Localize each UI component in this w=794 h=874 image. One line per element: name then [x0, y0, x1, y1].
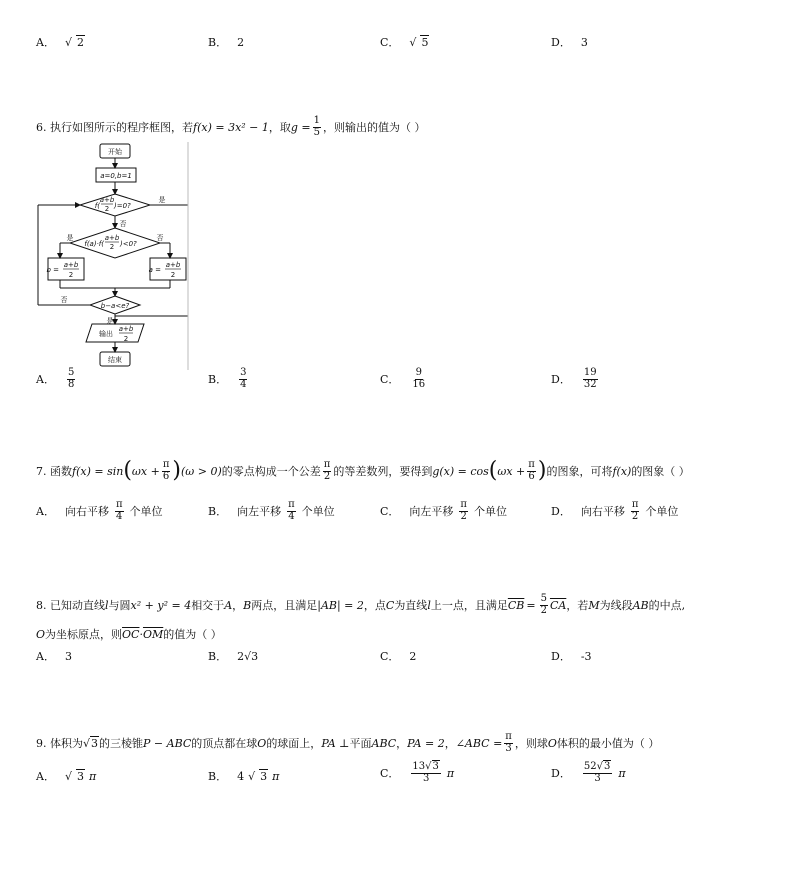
flow-output: 输出	[99, 330, 113, 338]
flow-yes-3: 是	[106, 317, 114, 325]
flow-cond3: b−a<e?	[100, 302, 130, 310]
svg-text:a+b: a+b	[99, 196, 115, 204]
q5-option-d: D． 3	[551, 35, 588, 49]
flow-no-3: 否	[60, 296, 68, 304]
q5-option-a: A． √ 2	[36, 35, 84, 49]
q8-option-a: A． 3	[36, 649, 72, 663]
q7-option-d: D． 向右平移 $\frac{\pi}{2}$ 个单位	[551, 499, 679, 522]
q6-option-c: C． $\frac{9}{16}$	[380, 367, 426, 390]
q9-option-a: A． √ 3 π	[36, 769, 97, 783]
svg-text:a+b: a+b	[165, 261, 181, 269]
q7-stem: 7. 函数 f(x) = sin ( ωx + $\frac{\pi}{6}$ ) (ω > 0) 的零点构成一个公差 $\frac{\pi}{2}$ 的等差数列，要得到 g(x) = cos ( ωx + $\frac{\pi}{6}$ ) 的图象，可将 f(x) 的图象（ ）	[36, 458, 690, 483]
svg-text:2: 2	[68, 271, 74, 279]
q8-option-d: D． -3	[551, 649, 592, 663]
q9-option-d: D． $\frac{52√3}{3}$ π	[551, 761, 626, 784]
flow-no-2: 否	[156, 234, 164, 242]
sqrt-sign: √	[409, 35, 417, 49]
svg-text:a+b: a+b	[118, 325, 134, 333]
svg-text:)=0?: )=0?	[114, 202, 131, 210]
q6-option-a: A． $\frac{5}{8}$	[36, 367, 75, 390]
q9-option-c: C． $\frac{13√3}{3}$ π	[380, 761, 455, 784]
svg-text:a =: a =	[148, 266, 161, 274]
svg-text:2: 2	[109, 243, 115, 251]
svg-text:f(a)·f(: f(a)·f(	[84, 240, 104, 248]
q8-stem-line2: O 为坐标原点，则 $\overline{OC}$ · $\overline{OM}$ 的值为（ ）	[36, 627, 222, 641]
flow-start: 开始	[108, 148, 122, 156]
q5-option-c: C． √ 5	[380, 35, 429, 49]
q8-option-b: B． 2√3	[208, 649, 259, 663]
q6-option-d: D． $\frac{19}{32}$	[551, 367, 597, 390]
q6-stem: 6. 执行如图所示的程序框图，若 f(x) = 3x² − 1 ，取 g = $\frac{1}{5}$ ，则输出的值为（ ）	[36, 115, 426, 138]
svg-text:a+b: a+b	[104, 234, 120, 242]
q5-option-b: B． 2	[208, 35, 245, 49]
q9-stem: 9. 体积为 √ 3 的三棱锥 P − ABC 的顶点都在球 O 的球面上， PA ⊥ 平面 ABC ， PA = 2 ， ∠ABC = $\frac{\pi}{3}$ ，则球 O 体积的最小值为（ ）	[36, 731, 660, 754]
svg-text:2: 2	[170, 271, 176, 279]
flow-end: 结束	[108, 356, 122, 364]
flow-yes-1: 是	[158, 196, 166, 204]
flow-init: a=0,b=1	[100, 172, 132, 180]
g-fraction: $\frac{1}{5}$	[313, 115, 321, 138]
q7-option-a: A． 向右平移 $\frac{\pi}{4}$ 个单位	[36, 499, 163, 522]
svg-text:)<0?: )<0?	[120, 240, 137, 248]
q8-option-c: C． 2	[380, 649, 417, 663]
q9-option-b: B． 4 √ 3 π	[208, 769, 280, 783]
svg-text:b =: b =	[46, 266, 59, 274]
q6-option-b: B． $\frac{3}{4}$	[208, 367, 247, 390]
svg-text:2: 2	[123, 335, 129, 343]
flow-no-1: 否	[119, 220, 127, 228]
sqrt-sign: √	[64, 35, 72, 49]
q7-option-b: B． 向左平移 $\frac{\pi}{4}$ 个单位	[208, 499, 335, 522]
flow-yes-2: 是	[66, 234, 74, 242]
svg-text:a+b: a+b	[63, 261, 79, 269]
q7-option-c: C． 向左平移 $\frac{\pi}{2}$ 个单位	[380, 499, 507, 522]
q8-stem-line1: 8. 已知动直线 l 与圆 x² + y² = 4 相交于 A ， B 两点，且满足 |AB| = 2 ，点 C 为直线 l 上一点，且满足 $\overline{CB}$ = $\frac{5}{2}$ $\overline{CA}$ ，若 M 为线段 AB 的中点,	[36, 593, 686, 616]
svg-text:2: 2	[104, 205, 110, 213]
flowchart-diagram	[30, 142, 200, 370]
svg-text:f(: f(	[94, 202, 100, 210]
